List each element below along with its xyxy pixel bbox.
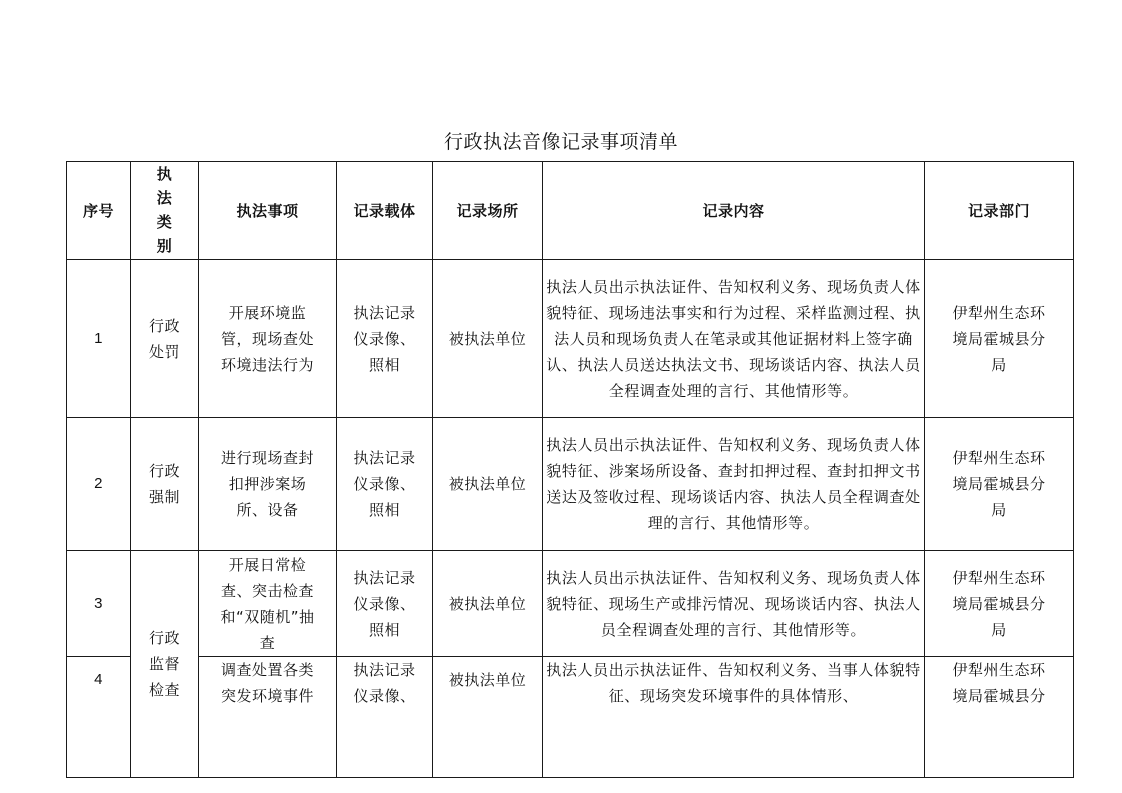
row-category (131, 418, 199, 551)
table-row (67, 551, 1074, 657)
header-category (131, 162, 199, 260)
row-item (199, 260, 337, 418)
table-header-row (67, 162, 1074, 260)
row-place: 被执法单位 (433, 551, 543, 657)
row-dept (925, 551, 1074, 657)
header-content: 记录内容 (543, 162, 925, 260)
row-content (543, 551, 925, 657)
header-item: 执法事项 (199, 162, 337, 260)
row-content-text: 执法人员出示执法证件、告知权利义务、当事人体貌特征、现场突发环境事件的具体情形、 (546, 661, 921, 705)
header-place: 记录场所 (433, 162, 543, 260)
table-container (66, 161, 1075, 705)
row-carrier (337, 551, 433, 657)
row-content (543, 657, 925, 778)
header-dept: 记录部门 (925, 162, 1074, 260)
row-dept (925, 260, 1074, 418)
header-category-label: 执法类别 (156, 165, 173, 255)
row-dept (925, 657, 1074, 778)
row-category (131, 260, 199, 418)
row-content-text: 执法人员出示执法证件、告知权利义务、现场负责人体貌特征、涉案场所设备、查封扣押过程、查封扣押文书送达及签收过程、现场谈话内容、执法人员全程调查处理的言行、其他情形等。 (546, 436, 921, 532)
row-carrier (337, 260, 433, 418)
document-title: 行政执法音像记录事项清单 (443, 131, 678, 153)
row-item-text: 调查处置各类突发环境事件 (220, 661, 314, 705)
row-item (199, 551, 337, 657)
row-place: 被执法单位 (433, 260, 543, 418)
row-carrier-text: 执法记录仪录像、照相 (353, 303, 416, 374)
row-category (131, 551, 199, 778)
row-item (199, 657, 337, 778)
row-dept-text: 伊犁州生态环境局霍城县分局 (952, 449, 1046, 519)
row-content (543, 260, 925, 418)
row-carrier-text: 执法记录仪录像、照相 (353, 568, 416, 639)
row-place: 被执法单位 (433, 657, 543, 778)
row-carrier (337, 657, 433, 778)
table-row (67, 260, 1074, 418)
row-seq: 4 (67, 657, 131, 778)
records-table (66, 161, 1074, 778)
table-row (67, 418, 1074, 551)
row-content-text: 执法人员出示执法证件、告知权利义务、现场负责人体貌特征、现场违法事实和行为过程、采样监测过程、执法人员和现场负责人在笔录或其他证据材料上签字确认、执法人员送达执法文书、现场谈话内容、执法人员全程调查处理的言行、其他情形等。 (546, 277, 921, 400)
row-seq: 3 (67, 551, 131, 657)
row-dept-text: 伊犁州生态环境局霍城县分 (952, 661, 1046, 705)
row-dept-text: 伊犁州生态环境局霍城县分局 (952, 568, 1046, 639)
row-item-text: 开展日常检查、突击检查和“双随机”抽查 (220, 555, 315, 652)
row-carrier-text: 执法记录仪录像、照相 (353, 449, 416, 519)
row-item-text: 进行现场查封扣押涉案场所、设备 (220, 449, 314, 519)
header-seq: 序号 (67, 162, 131, 260)
row-place: 被执法单位 (433, 418, 543, 551)
header-carrier: 记录载体 (337, 162, 433, 260)
row-category-text: 行政监督检查 (148, 629, 180, 699)
row-content-text: 执法人员出示执法证件、告知权利义务、现场负责人体貌特征、现场生产或排污情况、现场谈话内容、执法人员全程调查处理的言行、其他情形等。 (546, 568, 921, 639)
row-item (199, 418, 337, 551)
row-seq: 1 (67, 260, 131, 418)
table-row (67, 657, 1074, 778)
row-item-text: 开展环境监管，现场查处环境违法行为 (220, 303, 314, 374)
row-seq: 2 (67, 418, 131, 551)
row-carrier (337, 418, 433, 551)
row-content (543, 418, 925, 551)
row-category-text: 行政强制 (148, 462, 180, 506)
row-carrier-text: 执法记录仪录像、 (353, 661, 416, 705)
row-category-text: 行政处罚 (148, 316, 180, 361)
row-dept-text: 伊犁州生态环境局霍城县分局 (952, 303, 1046, 374)
row-dept (925, 418, 1074, 551)
